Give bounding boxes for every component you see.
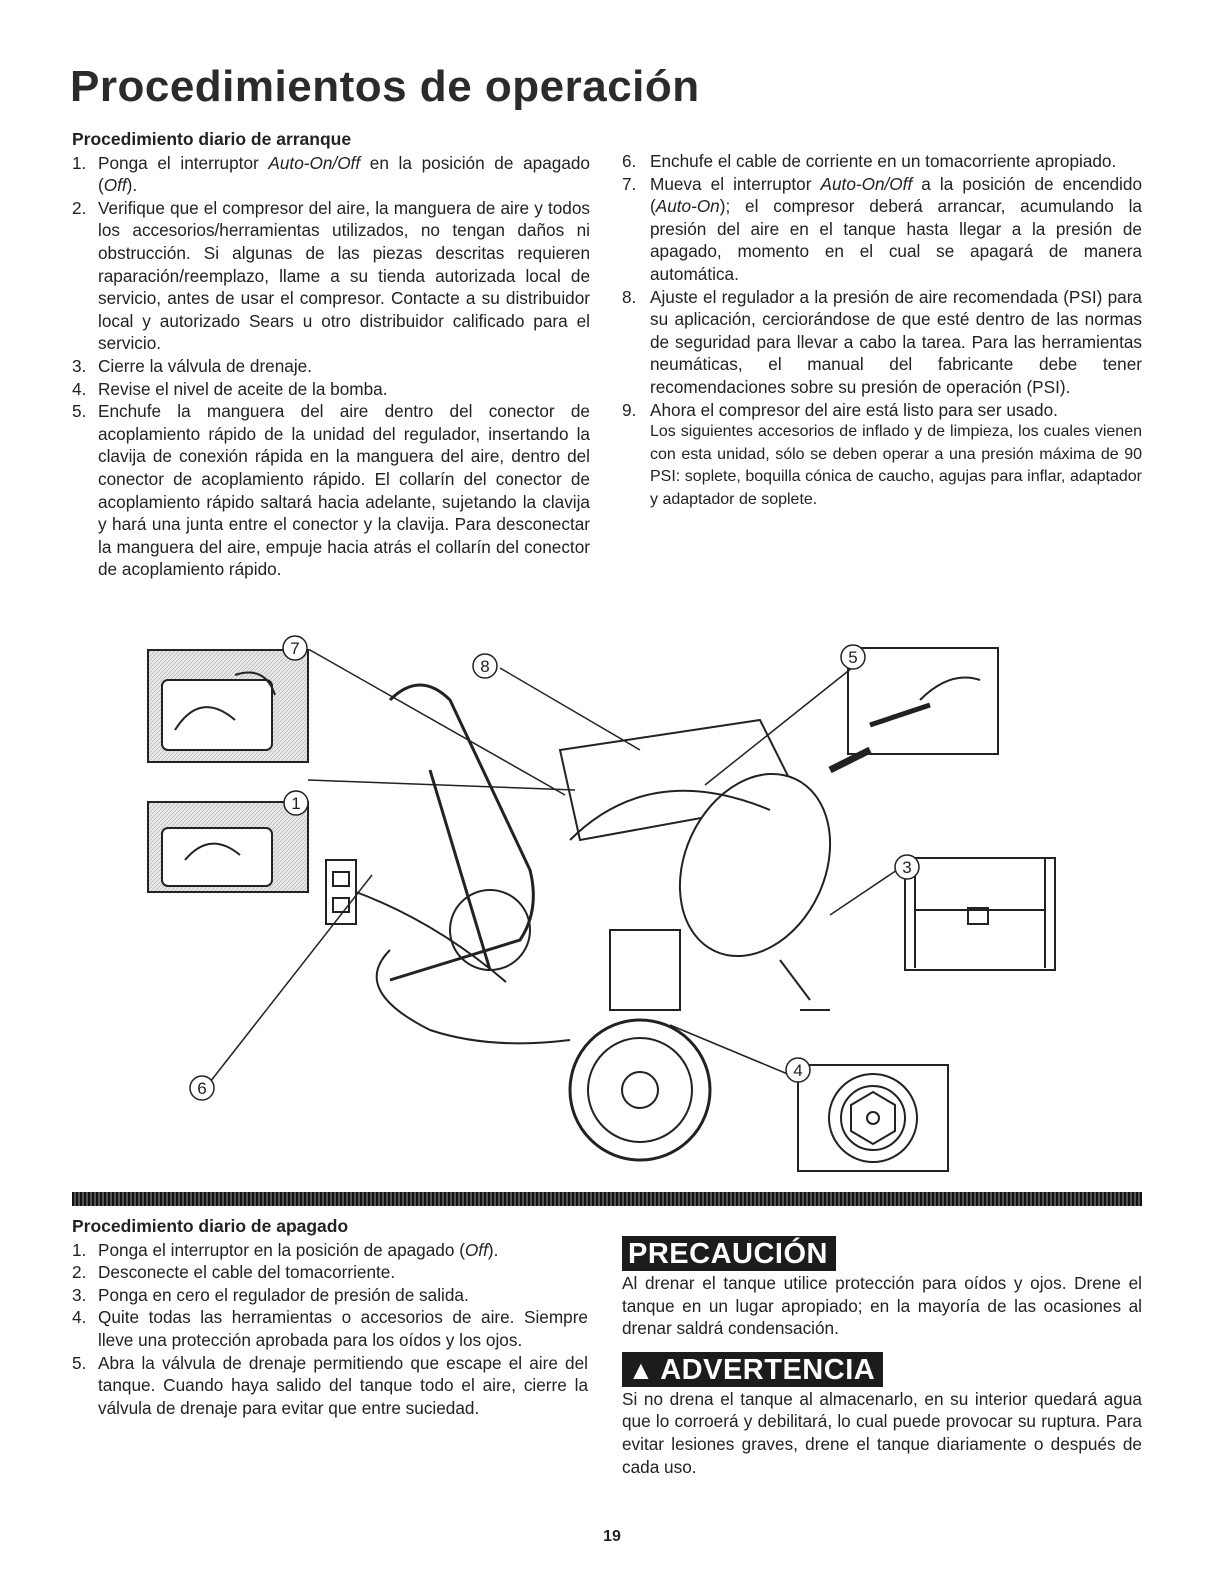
shutdown-section [72, 1215, 588, 1419]
callout-6: 6 [197, 1079, 207, 1098]
list-item: 2. Desconecte el cable del tomacorriente. [72, 1262, 396, 1283]
callout-1: 1 [291, 794, 301, 813]
section-divider [72, 1192, 1142, 1206]
startup-section-left [72, 128, 590, 581]
startup-section-right [622, 150, 1142, 512]
page-number: 19 [603, 1528, 621, 1545]
list-item: 3. Ponga en cero el regulador de presión de salida. [72, 1284, 469, 1305]
startup-list-left [72, 152, 590, 581]
callout-3: 3 [902, 858, 912, 877]
list-item: 4. Quite todas las herramientas o accesorios de aire. Siempre lleve una protección aprobada para los oídos y los ojos. [72, 1307, 588, 1350]
callout-8: 8 [480, 657, 490, 676]
list-item: 9. Ahora el compresor del aire está listo para ser usado. Los siguientes accesorios de inflado y de limpieza, los cuales vienen con esta unidad, sólo se deben operar a una presión máxima de 90 PSI: soplete, boquilla cónica de caucho, agujas para inflar, adaptador y adaptador de soplete. [622, 399, 1142, 512]
callout-5: 5 [848, 648, 858, 667]
list-item: 5. Enchufe la manguera del aire dentro del conector de acoplamiento rápido de la unidad del regulador, insertando la clavija de conexión rápida en la manguera del aire, dentro del conector de acoplamiento rápido. El collarín del conector de acoplamiento rápido saltará hacia adelante, sujetando la clavija y hará una junta entre el conector y la clavija. Para desconectar la manguera del aire, empuje hacia atrás el collarín del conector de acoplamiento rápido. [72, 401, 590, 580]
startup-heading: Procedimiento diario de arranque [72, 129, 352, 149]
warning-triangle-icon: ▲ [628, 1354, 655, 1385]
callout-4: 4 [793, 1061, 803, 1080]
safety-notices [622, 1236, 1142, 1490]
caution-text: Al drenar el tanque utilice protección para oídos y ojos. Drene el tanque en un lugar apropiado; en la mayoría de las ocasiones al drenar saldrá condensación. [622, 1273, 1142, 1339]
accessories-note: Los siguientes accesorios de inflado y de limpieza, los cuales vienen con esta unidad, sólo se deben operar a una presión máxima de 90 PSI: soplete, boquilla cónica de caucho, agujas para inflar, adaptador y adaptador de soplete. [650, 423, 1142, 508]
page-title: Procedimientos de operación [70, 62, 700, 111]
list-item: 3. Cierre la válvula de drenaje. [72, 355, 313, 376]
callout-7: 7 [290, 639, 300, 658]
shutdown-heading: Procedimiento diario de apagado [72, 1216, 349, 1236]
startup-list-right [622, 150, 1142, 512]
list-item: 1. Ponga el interruptor en la posición de apagado (Off). [72, 1239, 499, 1260]
list-item: 1. Ponga el interruptor Auto-On/Off en la posición de apagado (Off). [72, 152, 590, 196]
list-item: 7. Mueva el interruptor Auto-On/Off a la posición de encendido (Auto-On); el compresor deberá arrancar, acumulando la presión del aire en el tanque hasta llegar a la presión de apagado, momento en el cual se apagará de manera automática. [622, 173, 1142, 284]
shutdown-list [72, 1239, 588, 1420]
list-item: 2. Verifique que el compresor del aire, la manguera de aire y todos los accesorios/herramientas utilizados, no tengan daños ni obstrucción. Si algunas de las piezas descritas requieren raparación/reemplazo, llame a su tienda autorizada local de servicio, antes de usar el compresor. Contacte a su distribuidor local y autorizado Sears u otro distribuidor calificado para el servicio. [72, 197, 590, 354]
list-item: 8. Ajuste el regulador a la presión de aire recomendada (PSI) para su aplicación, cerciorándose de que esté dentro de las normas de seguridad para llevar a cabo la tarea. Para las herramientas neumáticas, el manual del fabricante debe tener recomendaciones sobre su presión de operación (PSI). [622, 286, 1142, 397]
list-item: 6. Enchufe el cable de corriente en un tomacorriente apropiado. [622, 151, 1117, 171]
compressor-diagram [140, 630, 1150, 1175]
warning-text: Si no drena el tanque al almacenarlo, en su interior quedará agua que lo corroerá y debilitará, lo cual puede provocar su ruptura. Para evitar lesiones graves, drene el tanque diariamente o después de cada uso. [622, 1388, 1142, 1477]
list-item: 5. Abra la válvula de drenaje permitiendo que escape el aire del tanque. Cuando haya salido del tanque todo el aire, cierre la válvula de drenaje para evitar que entre suciedad. [72, 1352, 588, 1418]
caution-banner: PRECAUCIÓN [622, 1236, 836, 1271]
warning-banner: ▲ ADVERTENCIA [622, 1352, 883, 1387]
list-item: 4. Revise el nivel de aceite de la bomba. [72, 378, 388, 399]
